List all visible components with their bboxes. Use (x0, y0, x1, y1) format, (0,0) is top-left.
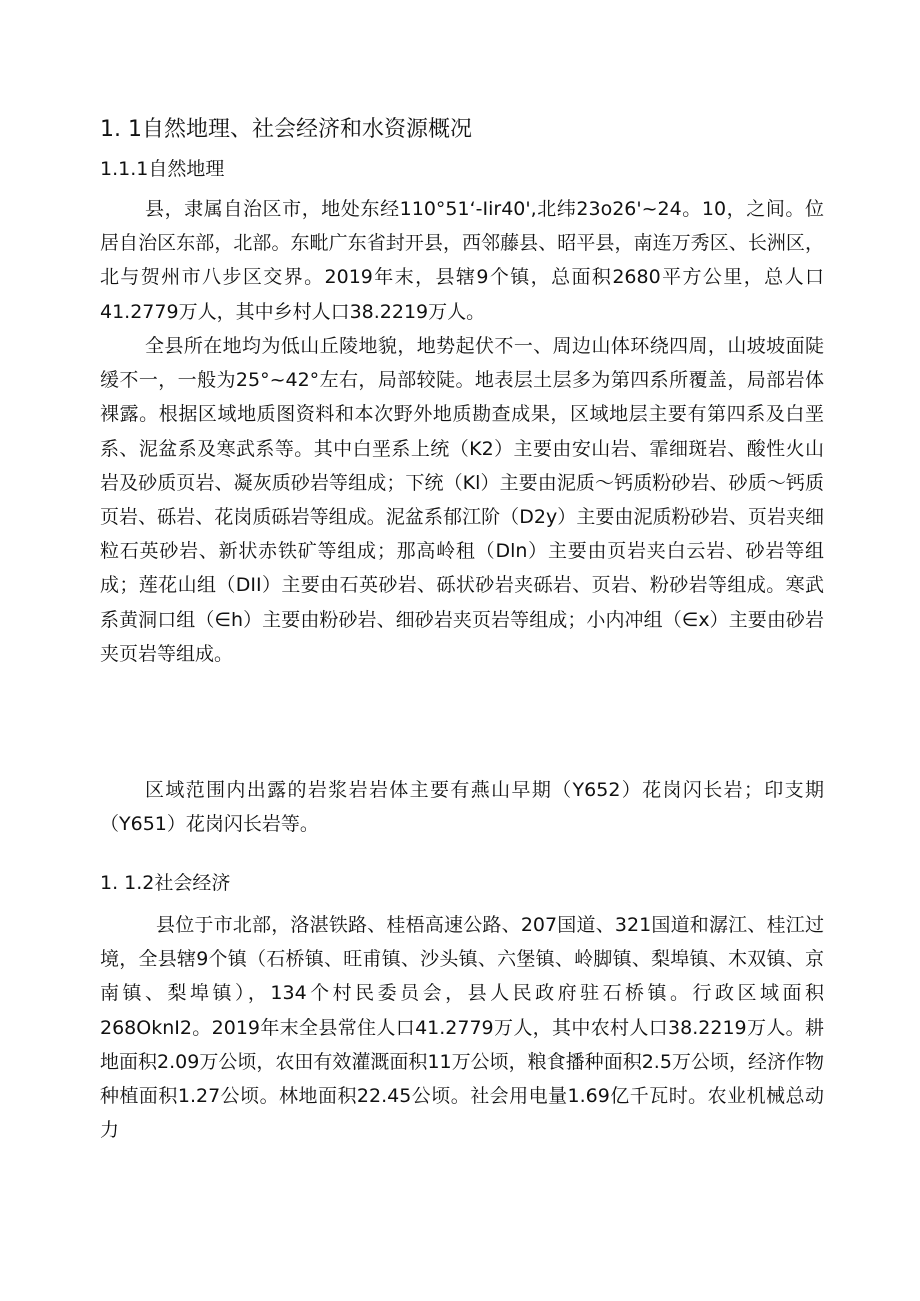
paragraph-geology: 全县所在地均为低山丘陵地貌，地势起伏不一、周边山体环绕四周，山坡坡面陡缓不一，一般为25°~42°左右，局部较陡。地表层土层多为第四系所覆盖，局部岩体裸露。根据区域地质图资料和本次野外地质勘查成果，区域地层主要有第四系及白垩系、泥盆系及寒武系等。其中白垩系上统（K2）主要由安山岩、霏细斑岩、酸性火山岩及砂质页岩、凝灰质砂岩等组成；下统（Kl）主要由泥质～钙质粉砂岩、砂质～钙质页岩、砾岩、花岗质砾岩等组成。泥盆系郁江阶（D2y）主要由泥质粉砂岩、页岩夹细粒石英砂岩、新状赤铁矿等组成；那高岭租（Dln）主要由页岩夹白云岩、砂岩等组成；莲花山组（DII）主要由石英砂岩、砾状砂岩夹砾岩、页岩、粉砂岩等组成。寒武系黄洞口组（∈h）主要由粉砂岩、细砂岩夹页岩等组成；小内冲组（∈x）主要由砂岩夹页岩等组成。 (100, 335, 824, 665)
subsection-title-natural-geography: 1.1.1自然地理 (100, 158, 225, 180)
paragraph-igneous-rocks: 区域范围内出露的岩浆岩岩体主要有燕山早期（Y652）花岗闪长岩；印支期（Y651）花岗闪长岩等。 (100, 779, 824, 836)
section-title: 1. 1自然地理、社会经济和水资源概况 (100, 117, 472, 142)
paragraph-location: 县，隶属自治区市，地处东经110°51‘-Iir40',北纬23o26'~24。10，之间。位居自治区东部，北部。东毗广东省封开县，西邻藤县、昭平县，南连万秀区、长洲区，北与贺州市八步区交界。2019年末，县辖9个镇，总面积2680平方公里，总人口41.2779万人，其中乡村人口38.2219万人。 (100, 198, 824, 323)
paragraph-social-economy: 县位于市北部，洛湛铁路、桂梧高速公路、207国道、321国道和潺江、桂江过境，全县辖9个镇（石桥镇、旺甫镇、沙头镇、六堡镇、岭脚镇、梨埠镇、木双镇、京南镇、梨埠镇），134个村民委员会，县人民政府驻石桥镇。行政区域面积268OknI2。2019年末全县常住人口41.2779万人，其中农村人口38.2219万人。耕地面积2.09万公顷，农田有效灌溉面积11万公顷，粮食播种面积2.5万公顷，经济作物种植面积1.27公顷。林地面积22.45公顷。社会用电量1.69亿千瓦时。农业机械总动力 (100, 914, 824, 1142)
subsection-title-social-economy: 1. 1.2社会经济 (100, 872, 231, 894)
